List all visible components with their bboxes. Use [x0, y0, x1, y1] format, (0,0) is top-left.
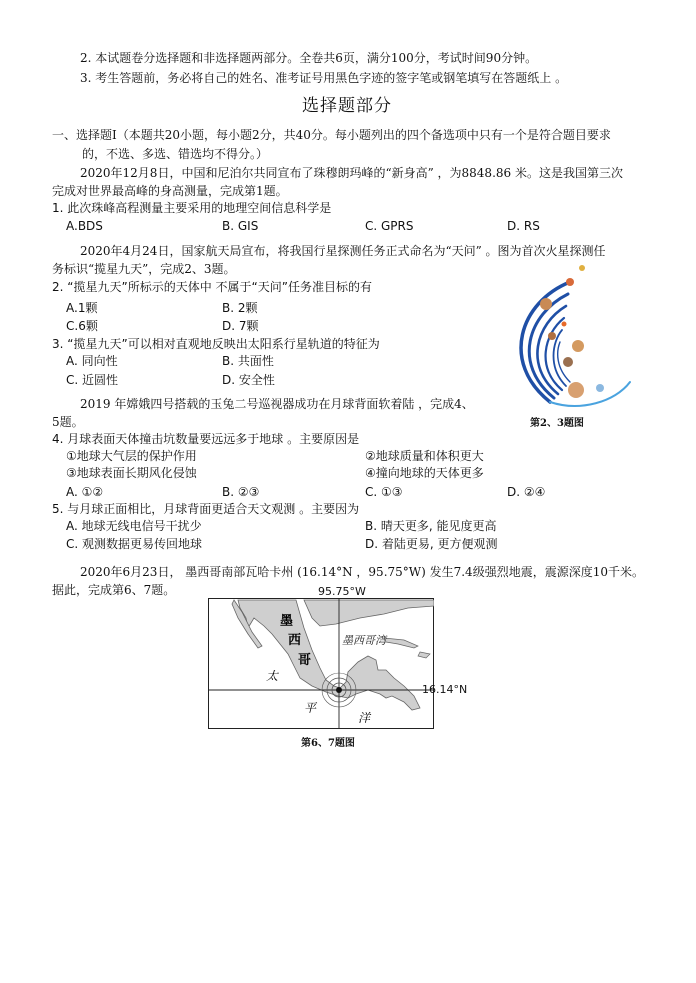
q3-option-b: B. 共面性 — [222, 354, 274, 368]
planet-6 — [563, 357, 573, 367]
section-intro-line1: 一、选择题Ⅰ（本题共20小题，每小题2分，共40分。每小题列出的四个备选项中只有一个是符合题目要求 — [52, 128, 611, 142]
passage2-line2: 务标识“揽星九天”，完成2、3题。 — [52, 262, 236, 276]
passage1-line1: 2020年12月8日，中国和尼泊尔共同宣布了珠穆朗玛峰的“新身高” ，为8848.86 米。这是我国第三次 — [80, 166, 623, 180]
note-2: 2. 本试题卷分选择题和非选择题两部分。全卷共6页，满分100分，考试时间90分钟。 — [80, 51, 538, 65]
q5-option-b: B. 晴天更多, 能见度更高 — [365, 519, 497, 533]
q4-option-c: C. ①③ — [365, 485, 403, 499]
epicenter-marker — [336, 687, 342, 693]
q3-option-c: C. 近圆性 — [66, 373, 119, 387]
section-intro-line2: 的，不选、多选、错选均不得分。） — [82, 147, 269, 161]
q5-option-d: D. 着陆更易, 更方便观测 — [365, 537, 498, 551]
passage2-line1: 2020年4月24日，国家航天局宣布，将我国行星探测任务正式命名为“天问” 。图为首次火星探测任 — [80, 244, 606, 258]
q1-option-d: D. RS — [507, 219, 540, 233]
q4-item-1: ①地球大气层的保护作用 — [66, 449, 197, 463]
planet-5 — [572, 340, 584, 352]
q5-option-c: C. 观测数据更易传回地球 — [66, 537, 203, 551]
gulf-label: 墨西哥湾 — [342, 634, 386, 647]
q1-option-b: B. GIS — [222, 219, 259, 233]
q1-stem: 1. 此次珠峰高程测量主要采用的地理空间信息科学是 — [52, 201, 332, 215]
planet-7 — [568, 382, 584, 398]
q2-option-d: D. 7颗 — [222, 319, 259, 333]
q2-option-a: A.1颗 — [66, 301, 98, 315]
q2-option-b: B. 2颗 — [222, 301, 258, 315]
q4-option-b: B. ②③ — [222, 485, 260, 499]
passage3-line2: 5题。 — [52, 415, 84, 429]
mexico-char-1: 墨 — [280, 614, 294, 629]
q5-stem: 5. 与月球正面相比，月球背面更适合天文观测 。主要因为 — [52, 502, 360, 516]
q4-item-3: ③地球表面长期风化侵蚀 — [66, 466, 197, 480]
passage3-line1: 2019 年嫦娥四号搭载的玉兔二号巡视器成功在月球背面软着陆 ，完成4、 — [80, 397, 474, 411]
planet-2 — [566, 278, 574, 286]
planet-1 — [540, 298, 552, 310]
q1-option-c: C. GPRS — [365, 219, 414, 233]
mexico-char-3: 哥 — [298, 653, 312, 668]
pacific-char-2: 平 — [304, 701, 317, 715]
note-3: 3. 考生答题前，务必将自己的姓名、准考证号用黑色字迹的签字笔或钢笔填写在答题纸上 。 — [80, 71, 568, 85]
q3-option-a: A. 同向性 — [66, 354, 118, 368]
planet-8 — [596, 384, 604, 392]
q4-item-2: ②地球质量和体积更大 — [365, 449, 484, 463]
mexico-char-2: 西 — [288, 633, 302, 648]
section-title: 选择题部分 — [302, 96, 392, 116]
q3-option-d: D. 安全性 — [222, 373, 275, 387]
pacific-char-3: 洋 — [358, 711, 371, 725]
pacific-char-1: 太 — [266, 669, 279, 683]
q2-stem: 2. “揽星九天”所标示的天体中 不属于“天问”任务准目标的有 — [52, 280, 372, 294]
logo-caption: 第2、3题图 — [530, 418, 584, 429]
q4-option-a: A. ①② — [66, 485, 104, 499]
passage4-line1: 2020年6月23日， 墨西哥南部瓦哈卡州 (16.14°N ，95.75°W) 发生7.4级强烈地震，震源深度10千米。 — [80, 565, 644, 579]
q3-stem: 3. “揽星九天”可以相对直观地反映出太阳系行星轨道的特征为 — [52, 337, 380, 351]
map-caption: 第6、7题图 — [301, 738, 355, 749]
mission-logo-figure — [490, 262, 640, 417]
earthquake-map — [208, 598, 434, 729]
planet-3 — [579, 265, 585, 271]
q5-option-a: A. 地球无线电信号干扰少 — [66, 519, 202, 533]
passage4-line2: 据此，完成第6、7题。 — [52, 583, 176, 597]
q2-option-c: C.6颗 — [66, 319, 98, 333]
planet-9 — [562, 322, 567, 327]
map-latitude-label: 16.14°N — [422, 683, 468, 696]
passage1-line2: 完成对世界最高峰的身高测量，完成第1题。 — [52, 184, 288, 198]
q4-option-d: D. ②④ — [507, 485, 546, 499]
q4-stem: 4. 月球表面天体撞击坑数量要远远多于地球 。主要原因是 — [52, 432, 360, 446]
q1-option-a: A.BDS — [66, 219, 103, 233]
map-longitude-label: 95.75°W — [318, 585, 366, 598]
planet-4 — [548, 332, 556, 340]
q4-item-4: ④撞向地球的天体更多 — [365, 466, 484, 480]
